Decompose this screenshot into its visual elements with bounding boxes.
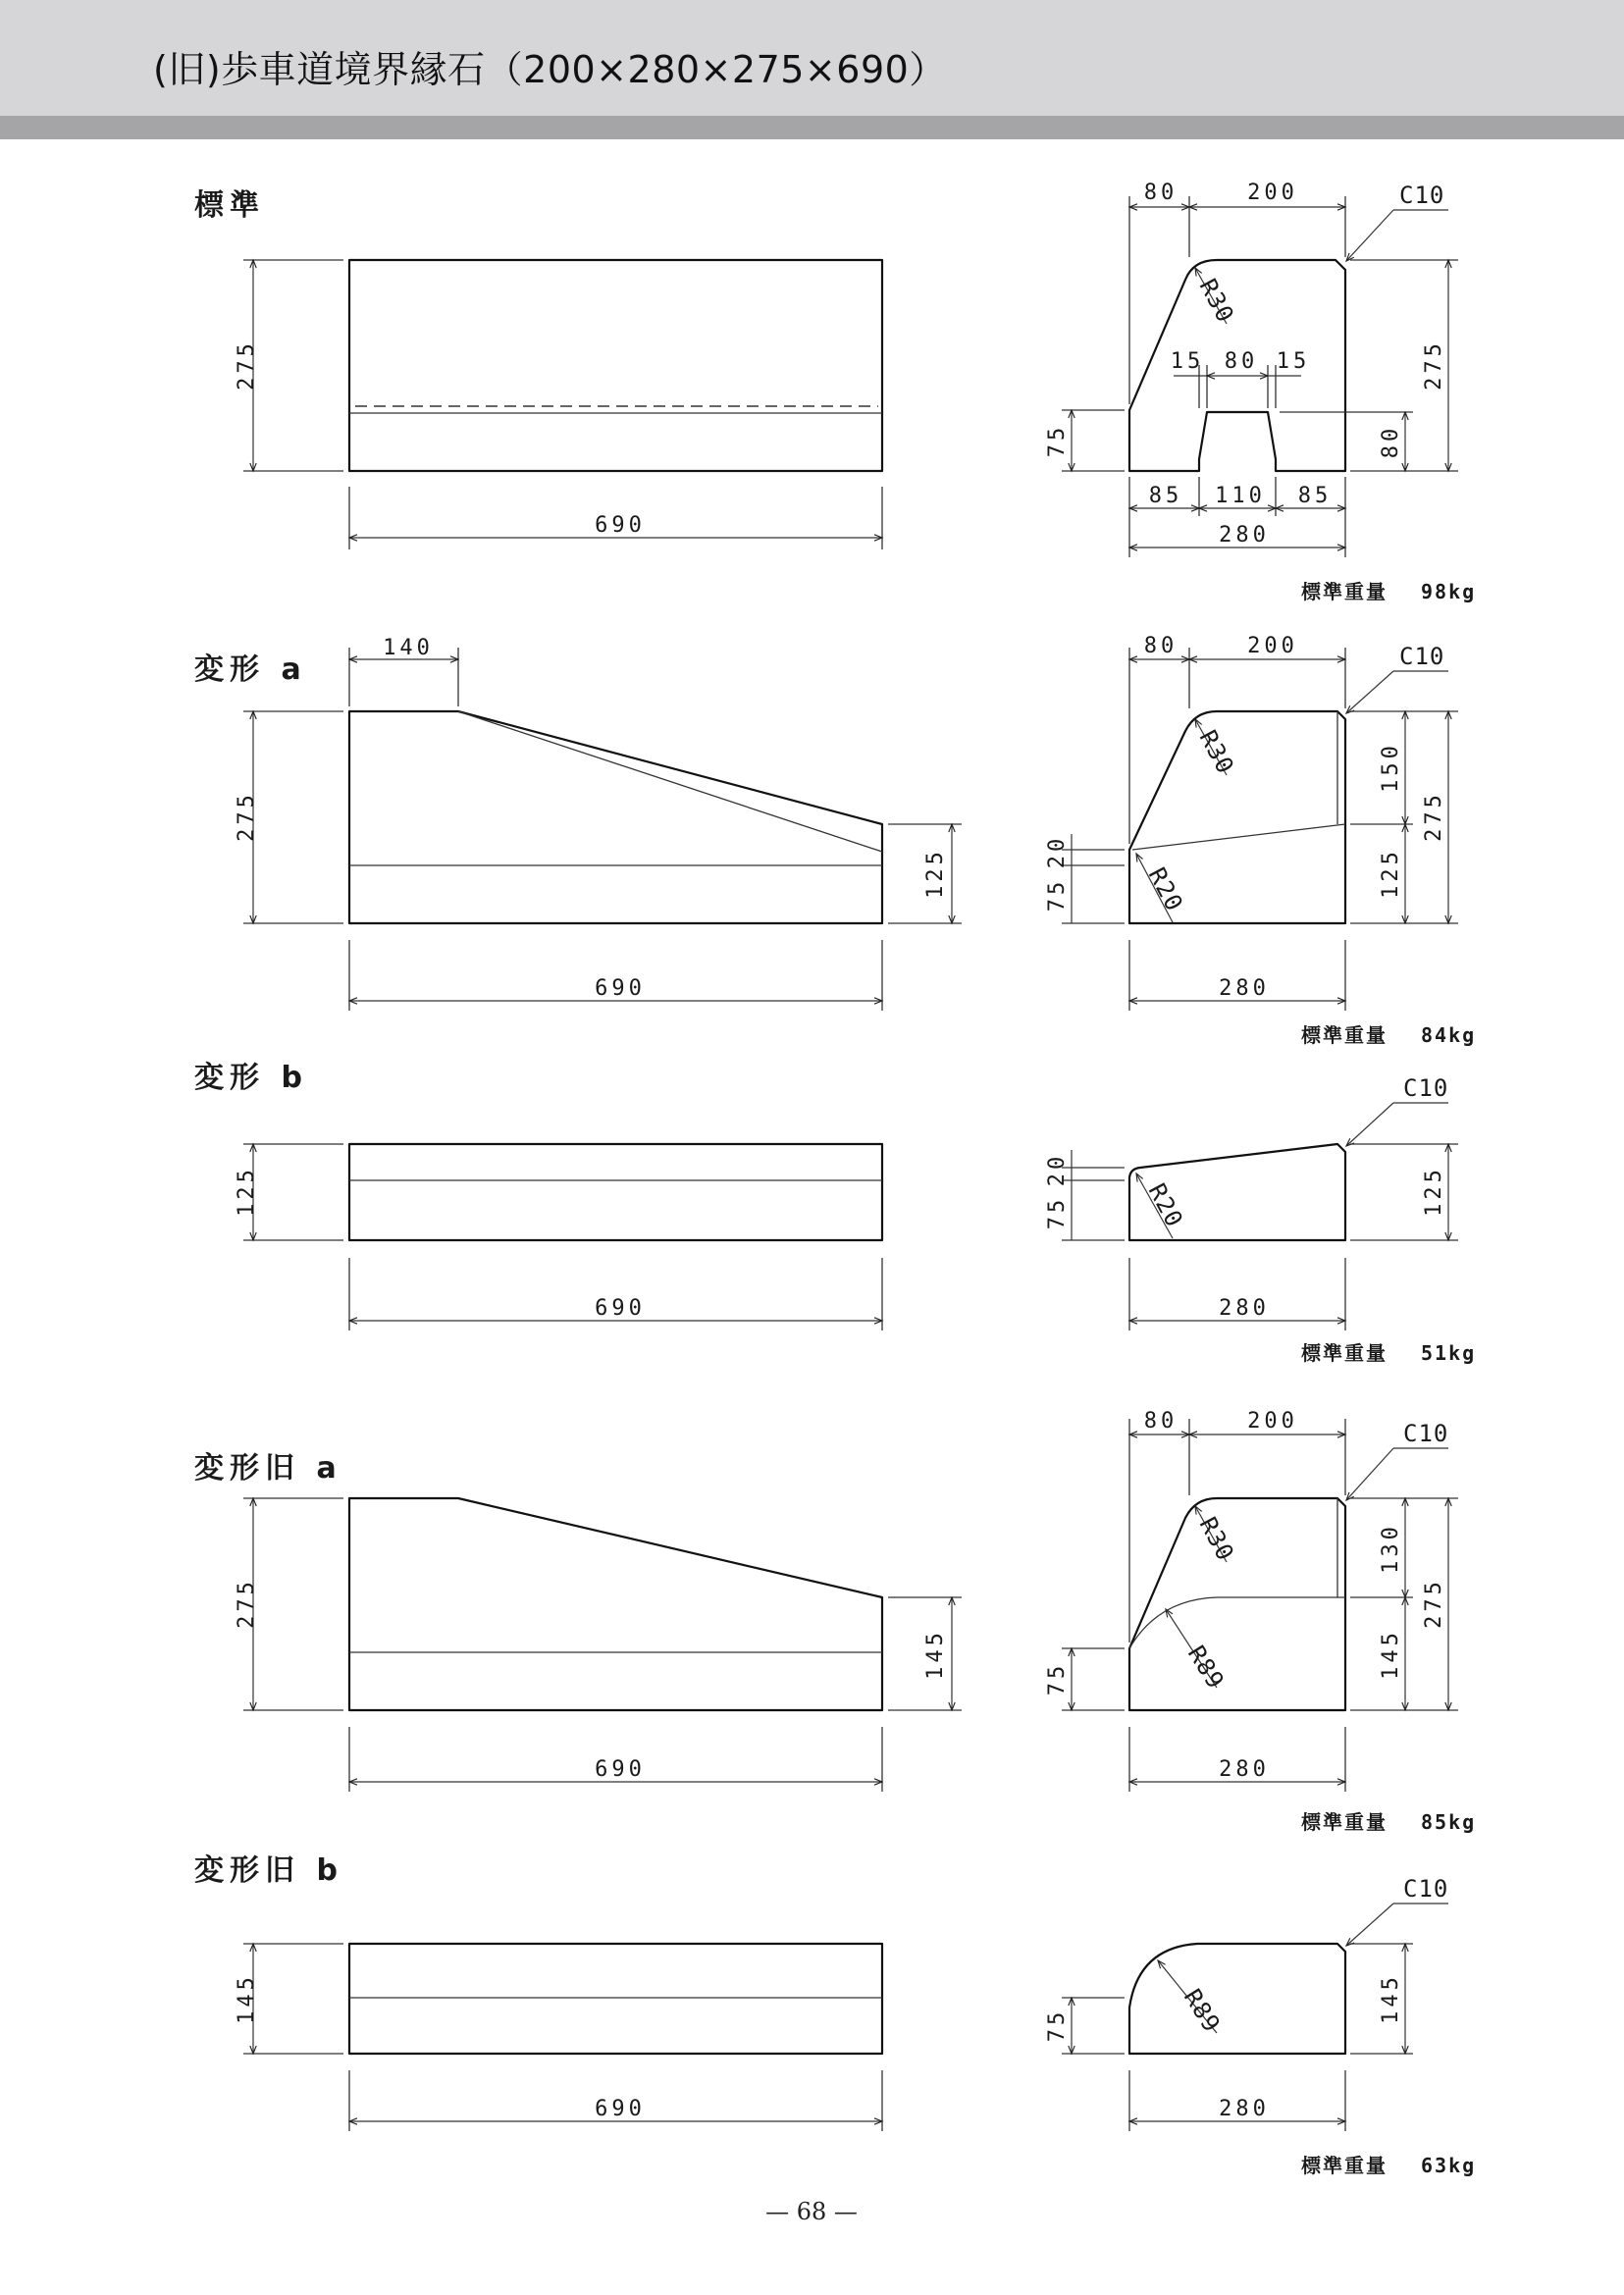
dim-groove-top: 80 [1224, 349, 1259, 374]
dim-width: 280 [1219, 976, 1270, 1001]
cross-section-view [1045, 1409, 1458, 1792]
side-end-height-label: 125 [923, 848, 948, 899]
dim-top-left: 80 [1143, 181, 1179, 205]
chamfer-leader [1346, 1103, 1393, 1146]
dim-height: 275 [1422, 339, 1446, 391]
section-standard [194, 181, 1476, 603]
section-title: 変形 b [194, 1061, 308, 1095]
section-variant-a [194, 634, 1476, 1047]
chamfer-leader [1346, 671, 1393, 713]
side-outline [349, 711, 882, 923]
radius2-label: R89 [1181, 1641, 1231, 1695]
chamfer-leader [1346, 1904, 1393, 1946]
side-height-label: 275 [235, 1578, 259, 1629]
page-title: (旧)歩車道境界縁石（200×280×275×690） [153, 48, 947, 91]
side-length-label: 690 [595, 513, 646, 538]
section-slope-line [1132, 824, 1345, 850]
dim-top: 200 [1247, 1409, 1298, 1434]
dim-top: 200 [1247, 181, 1298, 205]
side-view [235, 1498, 962, 1792]
side-end-height-label: 145 [923, 1629, 948, 1680]
cross-section-view [1045, 1074, 1458, 1330]
dim-bottom-right: 85 [1297, 484, 1333, 508]
dim-height: 125 [1422, 1166, 1446, 1217]
side-view [235, 636, 962, 1011]
side-height-label: 145 [235, 1973, 259, 2024]
side-length-label: 690 [595, 976, 646, 1001]
chamfer-label: C10 [1399, 643, 1445, 670]
dim-top-left: 80 [1143, 634, 1179, 658]
weight-label: 標準重量 [1301, 580, 1388, 603]
dim-groove-offset-left: 15 [1170, 349, 1205, 374]
weight-value: 85kg [1421, 1810, 1477, 1834]
side-length-label: 690 [595, 1757, 646, 1782]
dim-left-height-b: 20 [1045, 834, 1070, 869]
weight-label: 標準重量 [1301, 1810, 1388, 1834]
dim-taper-start: 140 [383, 636, 434, 660]
side-outline [349, 260, 882, 471]
section-variant-b [194, 1061, 1476, 1365]
dim-left-height-a: 75 [1045, 1195, 1070, 1230]
dim-height: 275 [1422, 1578, 1446, 1629]
side-outline [349, 1498, 882, 1710]
section-outline [1129, 1944, 1345, 2054]
dim-left-height-a: 75 [1045, 877, 1070, 913]
section-title: 変形旧 a [194, 1451, 342, 1486]
radius-label: R20 [1142, 1178, 1189, 1232]
chamfer-label: C10 [1399, 182, 1445, 209]
chamfer-leader [1346, 1448, 1393, 1500]
dim-left-height: 75 [1045, 1661, 1070, 1696]
dim-width: 280 [1219, 1757, 1270, 1782]
dim-groove-bottom: 110 [1215, 484, 1266, 508]
dim-left-height: 75 [1045, 2008, 1070, 2043]
weight-label: 標準重量 [1301, 1341, 1388, 1365]
side-height-label: 275 [235, 339, 259, 391]
radius-label: R30 [1193, 274, 1240, 328]
side-view [235, 1944, 882, 2131]
section-outline [1129, 1498, 1345, 1710]
section-variant-old-a [194, 1409, 1476, 1834]
radius-label: R30 [1193, 725, 1240, 779]
side-height-label: 275 [235, 791, 259, 842]
radius2-label: R20 [1142, 862, 1189, 916]
dim-top: 200 [1247, 634, 1298, 658]
weight-value: 84kg [1421, 1023, 1477, 1047]
chamfer-label: C10 [1403, 1074, 1449, 1102]
side-view [235, 260, 882, 549]
section-title: 変形 a [194, 652, 307, 687]
radius-label: R30 [1193, 1512, 1240, 1566]
dim-height: 275 [1422, 791, 1446, 842]
dim-width: 280 [1219, 2097, 1270, 2121]
page-number: — 68 — [765, 2198, 858, 2225]
side-height-label: 125 [235, 1166, 259, 1217]
chamfer-label: C10 [1403, 1420, 1449, 1447]
dim-left-height-b: 20 [1045, 1152, 1070, 1187]
section-curve-line [1129, 1597, 1345, 1648]
side-outline [349, 1944, 882, 2054]
section-title: 標準 [194, 188, 265, 223]
chamfer-leader [1346, 210, 1393, 261]
side-outline [349, 1144, 882, 1240]
dim-height: 145 [1379, 1973, 1403, 2024]
cross-section-view [1045, 634, 1458, 1011]
dim-upper-height: 130 [1379, 1523, 1403, 1574]
dim-lower-height: 145 [1379, 1629, 1403, 1680]
dim-width: 280 [1219, 523, 1270, 548]
dim-width: 280 [1219, 1296, 1270, 1321]
section-variant-old-b [194, 1853, 1476, 2177]
dim-left-height: 75 [1045, 423, 1070, 458]
dim-groove-offset-right: 15 [1276, 349, 1311, 374]
weight-label: 標準重量 [1301, 2154, 1388, 2177]
dim-bottom-left: 85 [1148, 484, 1183, 508]
side-view [235, 1144, 882, 1330]
weight-value: 98kg [1421, 580, 1477, 603]
chamfer-label: C10 [1403, 1875, 1449, 1903]
weight-value: 51kg [1421, 1341, 1477, 1365]
side-slope-line [458, 711, 882, 852]
cross-section-view [1045, 181, 1458, 557]
dim-groove-depth: 80 [1379, 424, 1403, 459]
section-title: 変形旧 b [194, 1853, 343, 1888]
dim-upper-height: 150 [1379, 742, 1403, 793]
dim-lower-height: 125 [1379, 848, 1403, 899]
weight-label: 標準重量 [1301, 1023, 1388, 1047]
cross-section-view [1045, 1875, 1448, 2131]
side-length-label: 690 [595, 2097, 646, 2121]
radius-label: R89 [1178, 1984, 1227, 2038]
side-length-label: 690 [595, 1296, 646, 1321]
dim-top-left: 80 [1143, 1409, 1179, 1434]
weight-value: 63kg [1421, 2154, 1477, 2177]
